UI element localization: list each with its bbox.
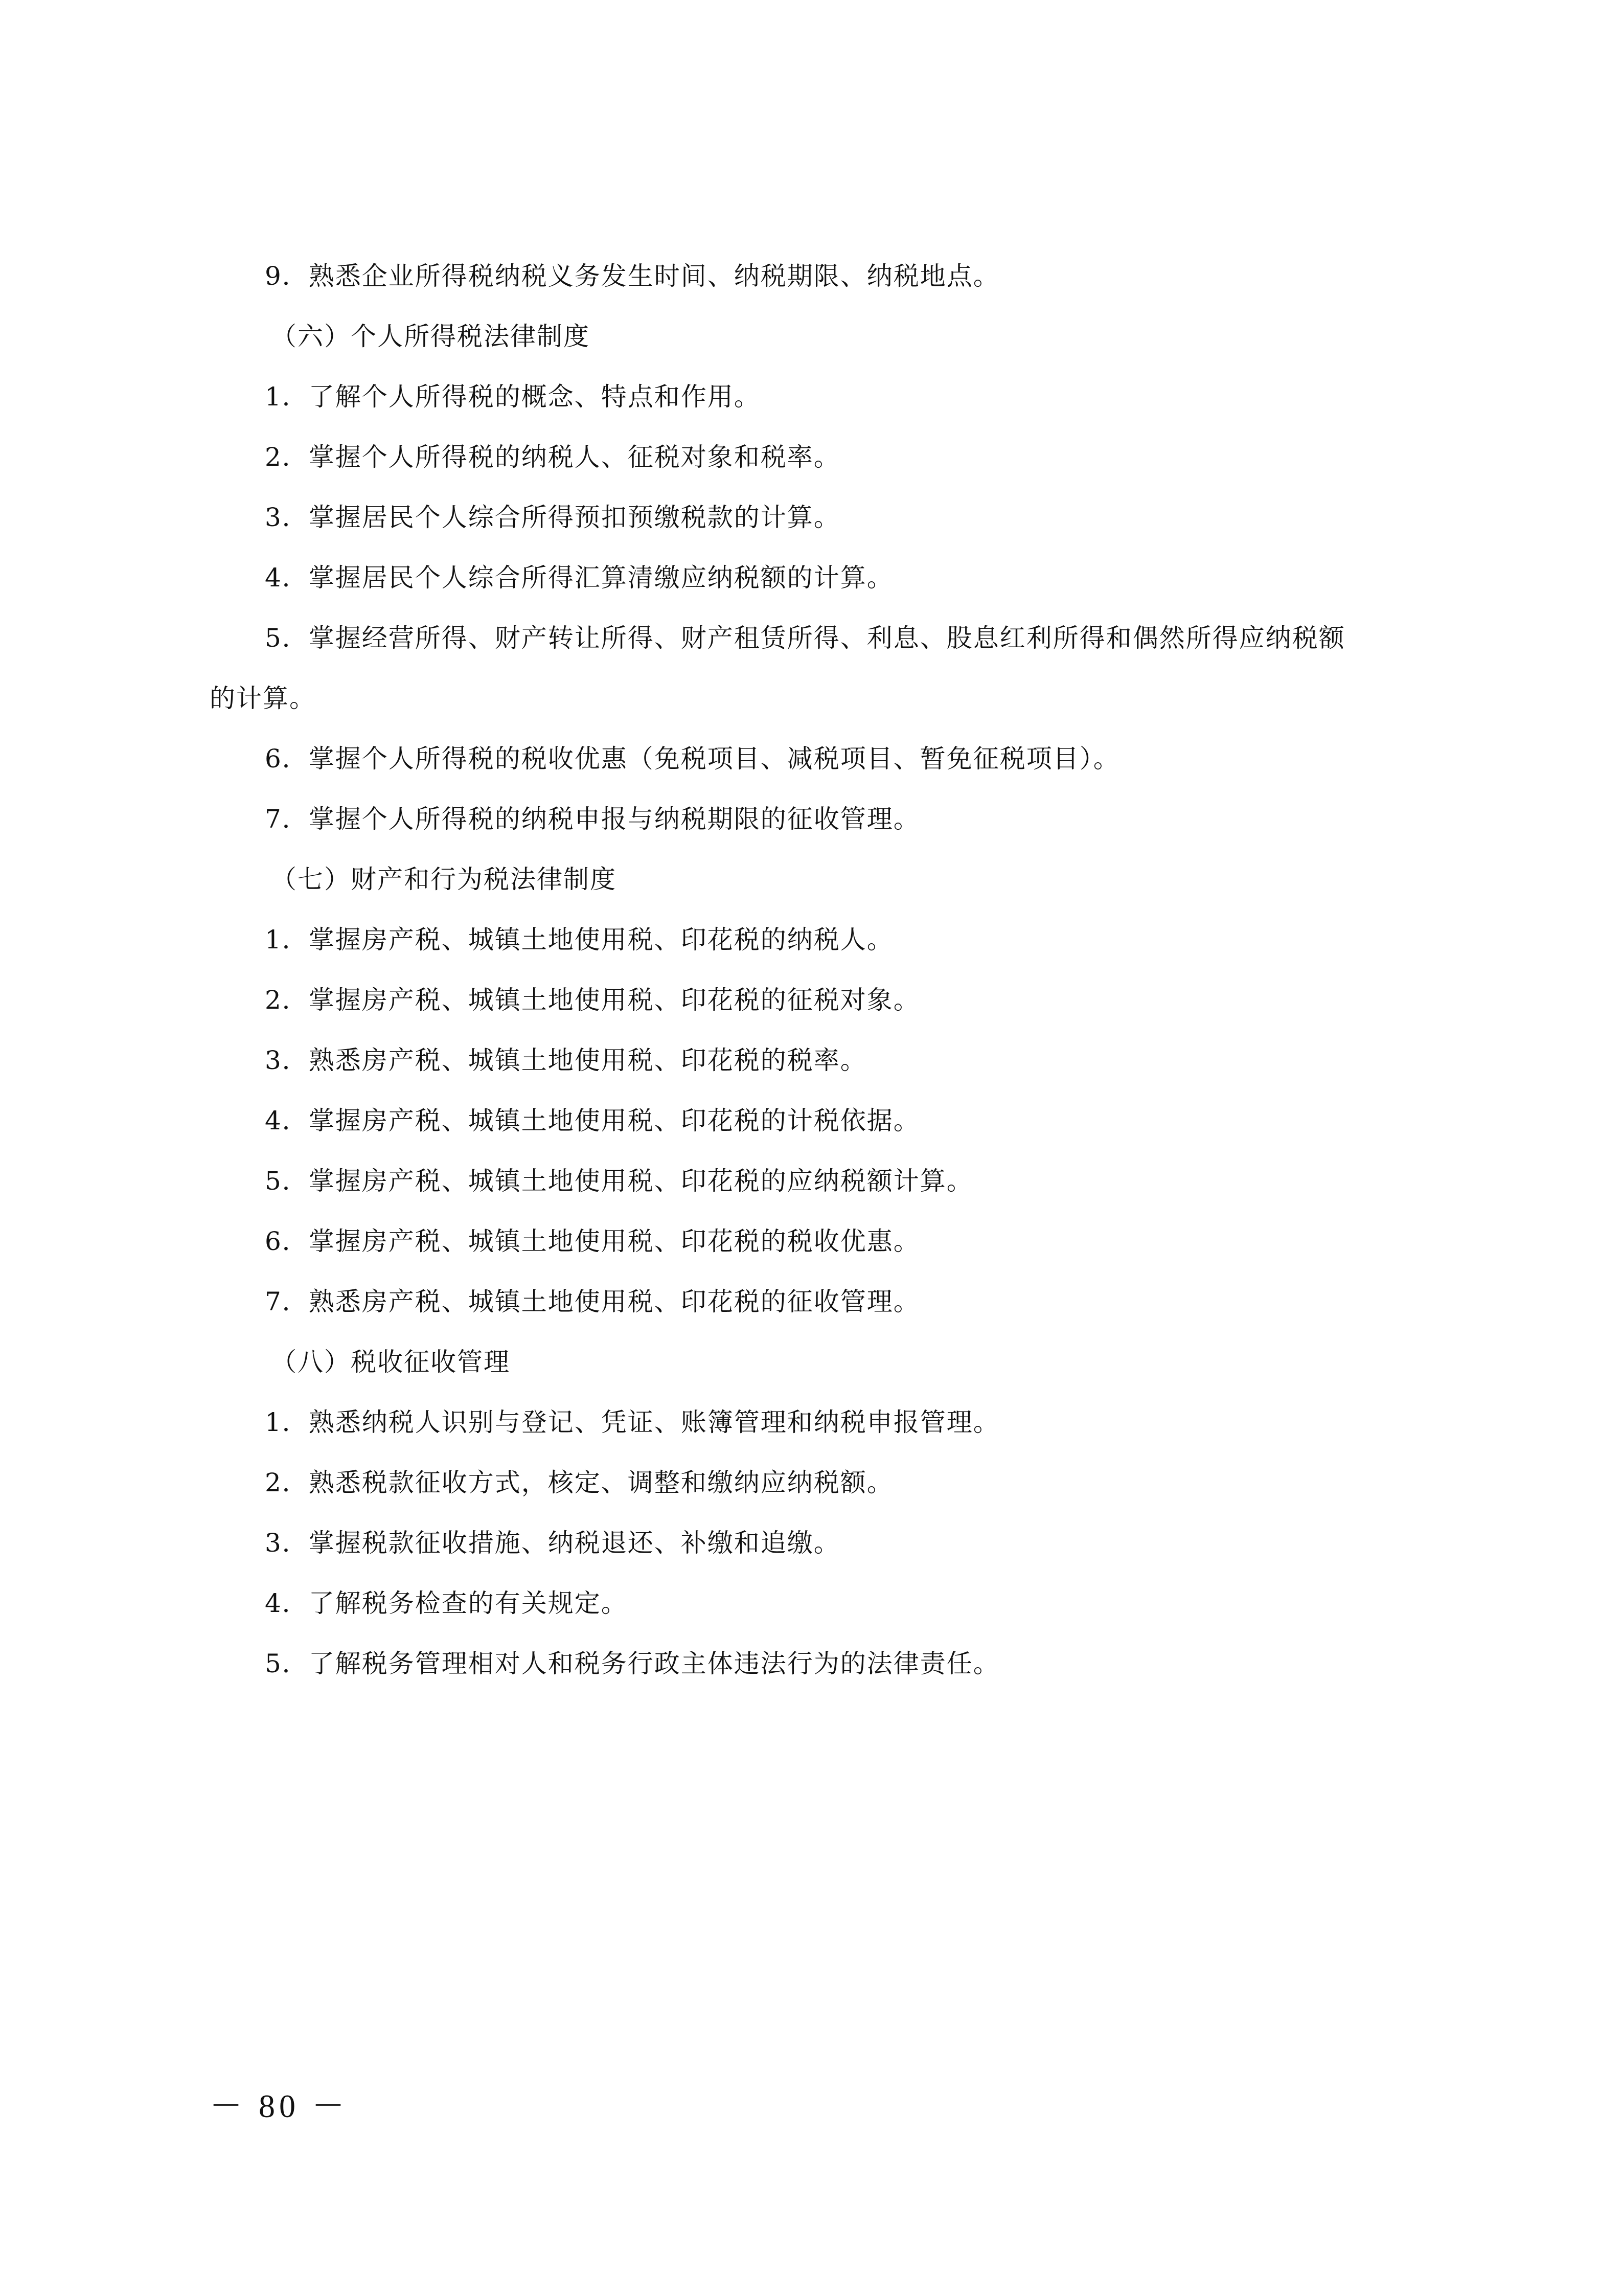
list-item: 1．掌握房产税、城镇土地使用税、印花税的纳税人。 — [265, 925, 894, 954]
list-item-continuation: 的计算。 — [210, 684, 316, 713]
list-item: 1．了解个人所得税的概念、特点和作用。 — [265, 382, 761, 412]
list-item: 2．掌握房产税、城镇土地使用税、印花税的征税对象。 — [265, 985, 920, 1015]
list-item: 9．熟悉企业所得税纳税义务发生时间、纳税期限、纳税地点。 — [265, 261, 1000, 291]
page-number: － 80 － — [210, 2088, 349, 2124]
document-body — [210, 261, 1436, 1709]
list-item: 4．了解税务检查的有关规定。 — [265, 1588, 628, 1618]
list-item: 3．掌握居民个人综合所得预扣预缴税款的计算。 — [265, 503, 840, 532]
list-item: 5．了解税务管理相对人和税务行政主体违法行为的法律责任。 — [265, 1649, 1000, 1678]
list-item: 2．熟悉税款征收方式，核定、调整和缴纳应纳税额。 — [265, 1468, 894, 1497]
list-item: 3．熟悉房产税、城镇土地使用税、印花税的税率。 — [265, 1045, 867, 1075]
list-item: 4．掌握居民个人综合所得汇算清缴应纳税额的计算。 — [265, 563, 894, 593]
list-item: 5．掌握房产税、城镇土地使用税、印花税的应纳税额计算。 — [265, 1166, 973, 1196]
section-heading: （八）税收征收管理 — [271, 1347, 510, 1377]
list-item: 2．掌握个人所得税的纳税人、征税对象和税率。 — [265, 442, 840, 472]
list-item: 5．掌握经营所得、财产转让所得、财产租赁所得、利息、股息红利所得和偶然所得应纳税额 — [265, 623, 1345, 653]
section-heading: （七）财产和行为税法律制度 — [271, 865, 616, 894]
list-item: 7．掌握个人所得税的纳税申报与纳税期限的征收管理。 — [265, 804, 920, 834]
list-item: 3．掌握税款征收措施、纳税退还、补缴和追缴。 — [265, 1528, 840, 1558]
list-item: 7．熟悉房产税、城镇土地使用税、印花税的征收管理。 — [265, 1287, 920, 1316]
list-item: 6．掌握个人所得税的税收优惠（免税项目、减税项目、暂免征税项目）。 — [265, 744, 1120, 774]
list-item: 6．掌握房产税、城镇土地使用税、印花税的税收优惠。 — [265, 1226, 920, 1256]
list-item: 1．熟悉纳税人识别与登记、凭证、账簿管理和纳税申报管理。 — [265, 1407, 1000, 1437]
list-item: 4．掌握房产税、城镇土地使用税、印花税的计税依据。 — [265, 1106, 920, 1135]
section-heading: （六）个人所得税法律制度 — [271, 322, 590, 351]
